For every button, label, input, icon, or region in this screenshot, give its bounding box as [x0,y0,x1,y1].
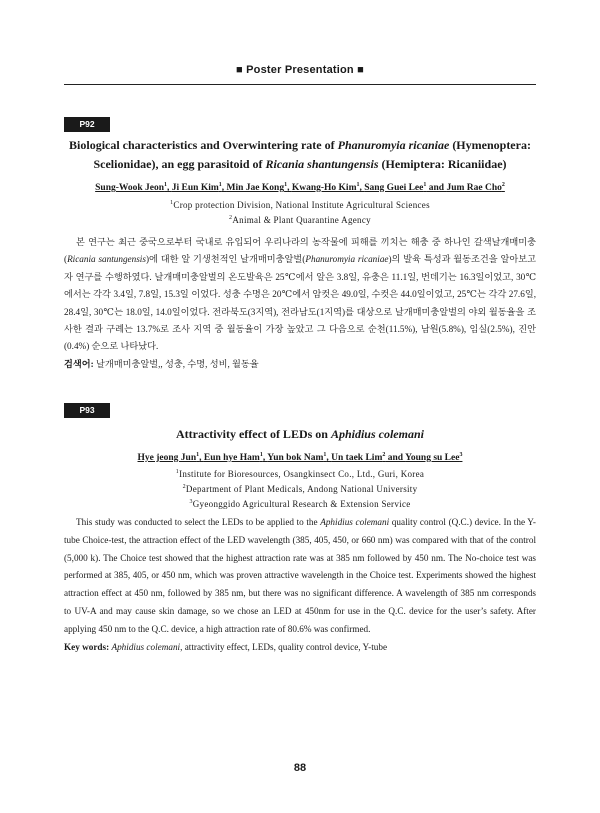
text-run: (Hemiptera: Ricaniidae) [378,157,507,171]
author-affiliation-mark: 2 [382,452,386,458]
affiliation-text: Gyeonggido Agricultural Research & Extension Service [192,499,411,509]
text-run: 날개매미충알벌,, 성충, 수명, 성비, 월동율 [93,358,259,369]
keywords-text [94,359,259,369]
affiliation-text: Department of Plant Medicals, Andong National University [185,484,418,494]
affiliation-mark: 3 [189,499,193,505]
text-run: , attractivity effect, LEDs, quality control device, Y-tube [180,641,388,652]
affiliation-line [64,466,536,481]
text-run: )의 발육 특성과 월동조건을 알아보고자 연구를 수행하였다. 날개매미충알벌의 온도발육은 25℃에서 알은 3.8일, 유충은 11.1일, 번데기는 16.3일이었고, 30℃에서는 각각 3.4일, 7.8일, 15.3일 이었다. 성충 수명은 20℃에서 암컷은 49.0일, 수컷은 44.0일이었고, 25℃는 각각 27.6일, 28.4일, 30℃는 18.0일, 14.0일이었다. 전라북도(3지역), 전라남도(1지역)를 대상으로 날개매미충알벌의 야외 월동율을 조사한 결과 구례는 13.7%로 조사 지역 중 월동율이 가장 높았고 그 다음으로 순천(11.5%), 남원(5.8%), 임실(2.5%), 진안(0.4%) 순으로 나타났다. [64,254,536,352]
abstract-text [64,514,536,639]
page-number: 88 [293,762,307,774]
author-affiliation-mark: 2 [501,182,505,188]
text-run: quality control (Q.C.) device. In the Y-tube Choice-test, the attraction effect of the LED wavelength (385, 405, 450, or 660 nm) was compared with that of the control (5,000 k). The Choice test showed that the highest attraction rate was at 385 nm followed by 450 nm. The No-choice test was performed at 385, 405, or 450 nm, which was proven attractive wavelength in the Choice test. Experiments showed the highest attraction effect at 450 nm, followed by 385 nm, but there was no significant difference. A wavelength of 385 nm corresponds to UV-A and may cause skin damage, so we chose an LED at 450nm for use in the Q.C. device for the user’s safety. After applying 450 nm to the Q.C. device, a high attraction rate of 80.6% was confirmed. [64,517,536,634]
poster-affiliations-p92 [64,197,536,227]
poster-abstract-p93 [64,514,536,656]
affiliation-line [64,496,536,511]
affiliation-line [64,197,536,212]
author-name: Young su Lee [405,453,460,464]
section-header: ■ Poster Presentation ■ [236,64,364,76]
italic-text: Aphidius colemani [330,427,424,441]
poster-affiliations-p93 [64,466,536,511]
abstract-text [64,234,536,356]
keywords-line [64,356,536,373]
author-name: Yun bok Nam [267,453,324,464]
text-run: This study was conducted to select the LEDs to be applied to the [76,517,321,527]
author-name: Eun hye Ham [203,453,260,464]
affiliation-text: Institute for Bioresources, Osangkinsect Co., Ltd., Guri, Korea [179,469,425,479]
affiliation-mark: 1 [170,200,174,206]
author-name: Hye jeong Jun [137,453,197,464]
author-name: Sung-Wook Jeon [95,183,165,194]
affiliation-line [64,212,536,227]
author-affiliation-mark: 1 [423,182,427,188]
header-divider [64,84,536,85]
keywords-label: Key words: [64,641,110,652]
affiliation-text: Animal & Plant Quarantine Agency [232,215,371,225]
poster-title-p92 [64,136,536,174]
italic-text: Ricania santungensis [67,254,146,265]
keywords-line [64,639,536,657]
poster-authors-p93: Hye jeong Jun$^1$, Eun hye Ham$^1$, Yun bok Nam$^1$, Un taek Lim$^2$ and Young su Lee$^3$ [137,452,463,464]
italic-text: Aphidius colemani [320,517,390,527]
poster-title-p93 [64,425,536,444]
italic-text: Phanuromyia ricaniae [305,254,389,265]
poster-abstract-p92 [64,234,536,373]
author-name: Min Jae Kong [226,183,285,194]
keywords-label: 검색어: [64,358,94,369]
italic-text: Ricania shantungensis [265,157,379,171]
text-run: Biological characteristics and Overwintering rate of [69,138,338,152]
affiliation-mark: 2 [182,484,186,490]
text-run: (Hymenoptera: Scelionidae), an egg parasitoid of [93,138,531,171]
author-name: Sang Guei Lee [364,183,424,194]
text-run: )에 대한 알 기생천적인 날개매미충알벌( [145,254,306,265]
poster-authors-p92: Sung-Wook Jeon$^1$, Ji Eun Kim$^1$, Min Jae Kong$^1$, Kwang-Ho Kim$^1$, Sang Guei Lee$^1$ and Jum Rae Cho$^2$ [95,182,505,194]
author-affiliation-mark: 1 [356,182,360,188]
author-affiliation-mark: 1 [164,182,168,188]
affiliation-text: Crop protection Division, National Institute Agricultural Sciences [173,200,430,210]
author-affiliation-mark: 1 [196,452,200,458]
author-affiliation-mark: 1 [323,452,327,458]
italic-text: Phanuromyia ricaniae [337,138,450,152]
keywords-text [109,642,387,652]
poster-id-badge-p92: P92 [64,117,110,132]
affiliation-mark: 2 [229,215,233,221]
affiliation-mark: 1 [175,469,180,475]
author-affiliation-mark: 1 [284,182,288,188]
author-name: Jum Rae Cho [446,183,502,194]
author-name: Ji Eun Kim [171,183,219,194]
text-run: Attractivity effect of LEDs on [176,427,331,441]
italic-text: Aphidius colemani [111,641,181,652]
author-name: Kwang-Ho Kim [291,183,357,194]
poster-id-badge-p93: P93 [64,403,110,418]
text-run: 본 연구는 최근 중국으로부터 국내로 유입되어 우리나라의 농작물에 피해를 끼치는 해충 중 하나인 갈색날개매미충( [64,237,536,265]
affiliation-line [64,481,536,496]
author-name: Un taek Lim [331,453,383,464]
author-affiliation-mark: 1 [259,452,263,458]
author-affiliation-mark: 1 [218,182,222,188]
author-affiliation-mark: 3 [459,452,463,458]
